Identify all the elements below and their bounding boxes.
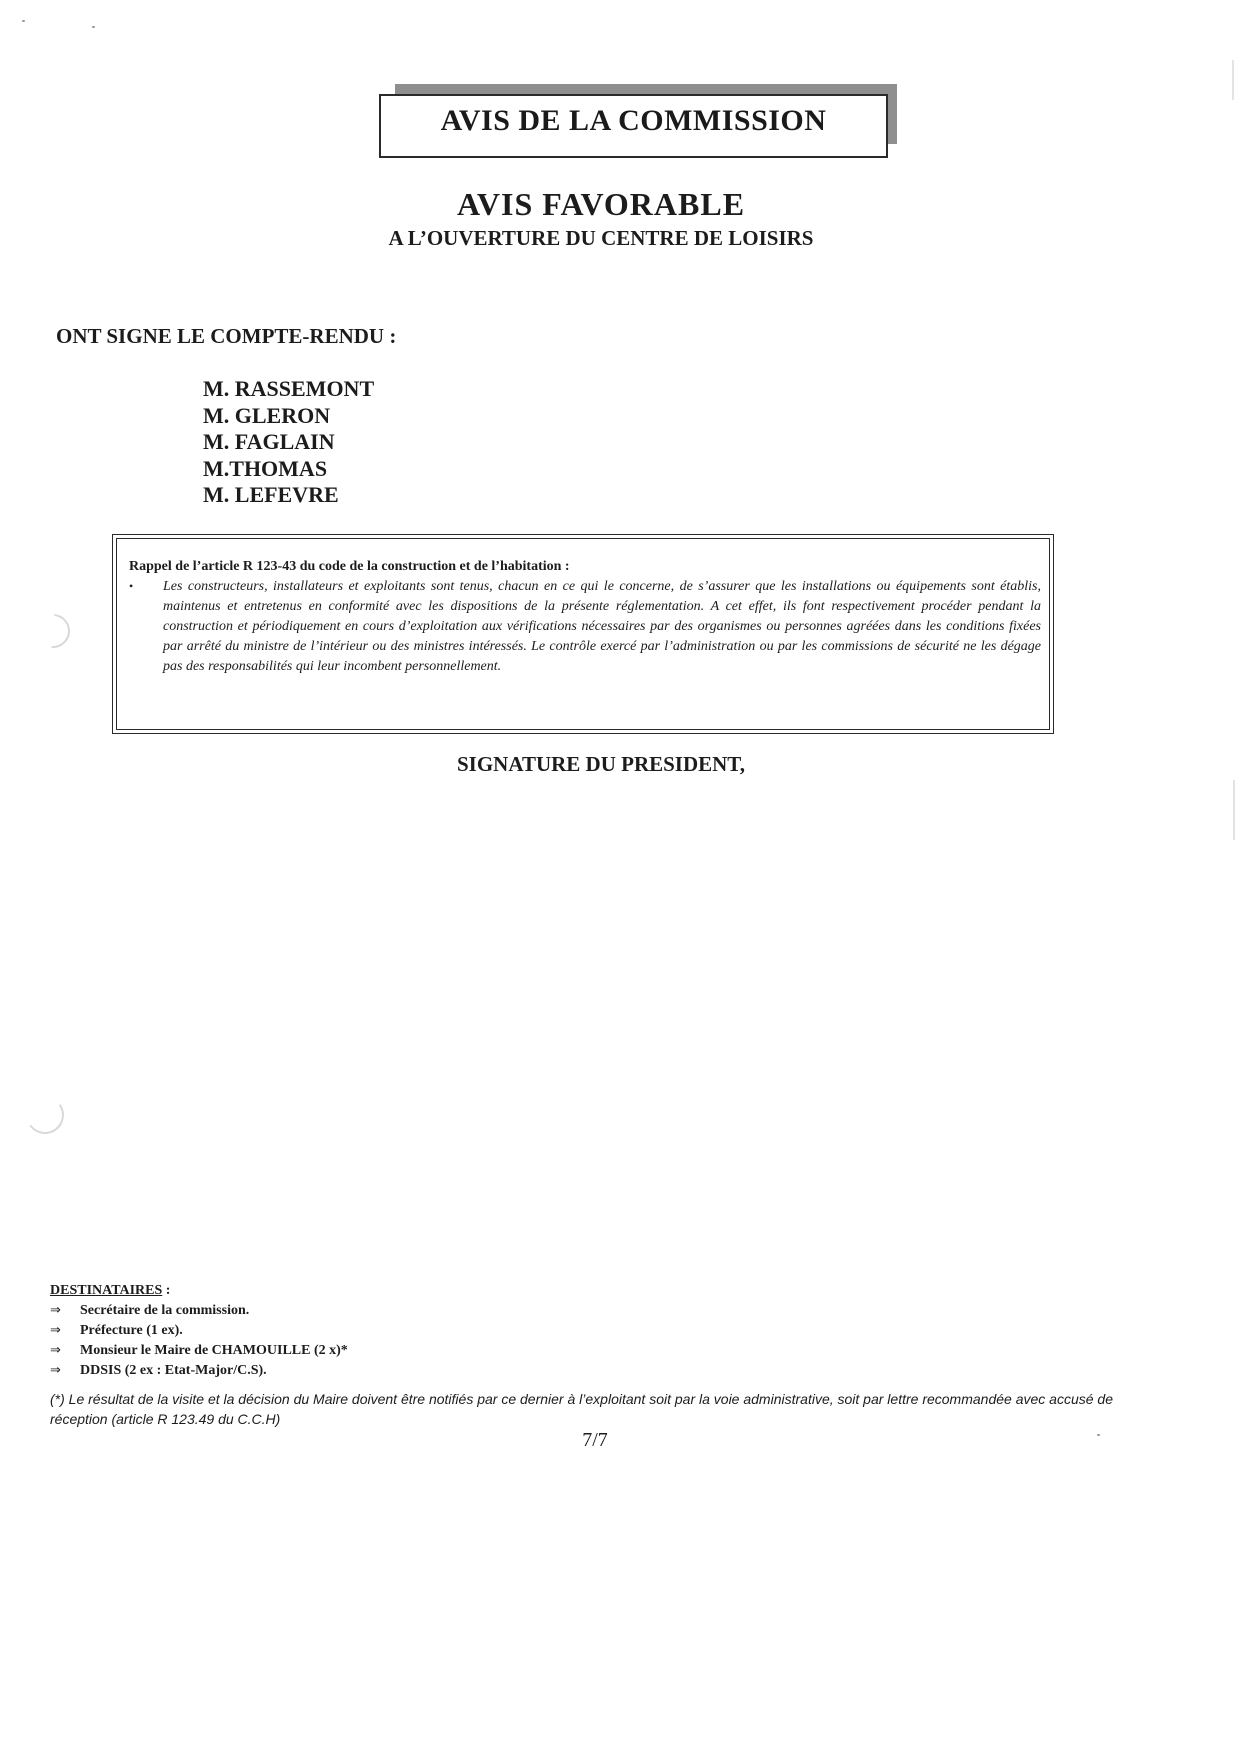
recipient-item [50,1301,348,1321]
scan-speck [1097,1434,1100,1436]
arrow-right-icon: ⇒ [50,1303,61,1318]
signatories-list [203,376,374,509]
article-reminder-row [129,577,1041,677]
punch-hole-mark [23,1093,67,1137]
page-number: 7/7 [582,1429,608,1451]
recipient-item [50,1321,348,1341]
signatory-name: M. FAGLAIN [203,429,335,454]
punch-hole-mark [29,607,77,655]
recipient-label: Secrétaire de la commission. [80,1303,250,1318]
article-reminder-title: Rappel de l’article R 123-43 du code de la construction et de l’habitation : [129,559,570,574]
article-reminder-text: Les constructeurs, installateurs et exploitants sont tenus, chacun en ce qui le concerne, de s’assurer que les installations ou équipements sont établis, maintenus et entretenus en conformité avec les dispositions de la présente réglementation. A cet effet, ils font respectivement procéder pendant la construction et périodiquement en cours d’exploitation aux vérifications nécessaires par des organismes ou personnes agréées dans les conditions fixées par arrêté du ministre de l’intérieur ou des ministres intéressés. Le contrôle exercé par l’administration ou par les commissions de sécurité ne les dégage pas des responsabilités qui leur incombent personnellement. [163,579,1041,674]
arrow-right-icon: ⇒ [50,1323,61,1338]
recipient-item [50,1361,348,1381]
signatory-name: M. RASSEMONT [203,376,375,401]
decision-title: AVIS FAVORABLE [456,186,746,222]
signatory-name: M.THOMAS [203,455,328,481]
recipients-heading: DESTINATAIRES [50,1283,163,1298]
recipients-heading-line [50,1281,170,1299]
recipient-label: DDSIS (2 ex : Etat-Major/C.S). [80,1363,267,1378]
scan-edge-mark [1232,60,1234,100]
recipient-item [50,1341,348,1361]
scan-edge-mark [1233,780,1235,840]
recipient-label: Préfecture (1 ex). [80,1323,183,1338]
signatories-heading: ONT SIGNE LE COMPTE-RENDU : [56,324,397,348]
scan-speck [92,26,95,28]
signatory-name: M. LEFEVRE [203,482,339,507]
scan-speck [22,20,25,22]
recipients-heading-colon: : [162,1283,171,1298]
decision-subtitle: A L’OUVERTURE DU CENTRE DE LOISIRS [388,226,814,250]
recipients-footnote: (*) Le résultat de la visite et la décision du Maire doivent être notifiés par ce dernier à l’exploitant soit par la voie administrative, soit par lettre recommandée avec accusé de réception (article R 123.49 du C.C.H) [50,1391,1113,1427]
arrow-right-icon: ⇒ [50,1363,61,1378]
page-title: AVIS DE LA COMMISSION [440,104,827,137]
signatory-name: M. GLERON [203,402,331,428]
recipient-label: Monsieur le Maire de CHAMOUILLE (2 x)* [80,1343,348,1358]
bullet-icon: • [129,579,134,593]
arrow-right-icon: ⇒ [50,1343,61,1358]
recipients-list [50,1301,348,1381]
president-signature-label: SIGNATURE DU PRESIDENT, [456,752,746,776]
article-reminder-inner [116,538,1050,730]
article-reminder-box [112,534,1054,734]
